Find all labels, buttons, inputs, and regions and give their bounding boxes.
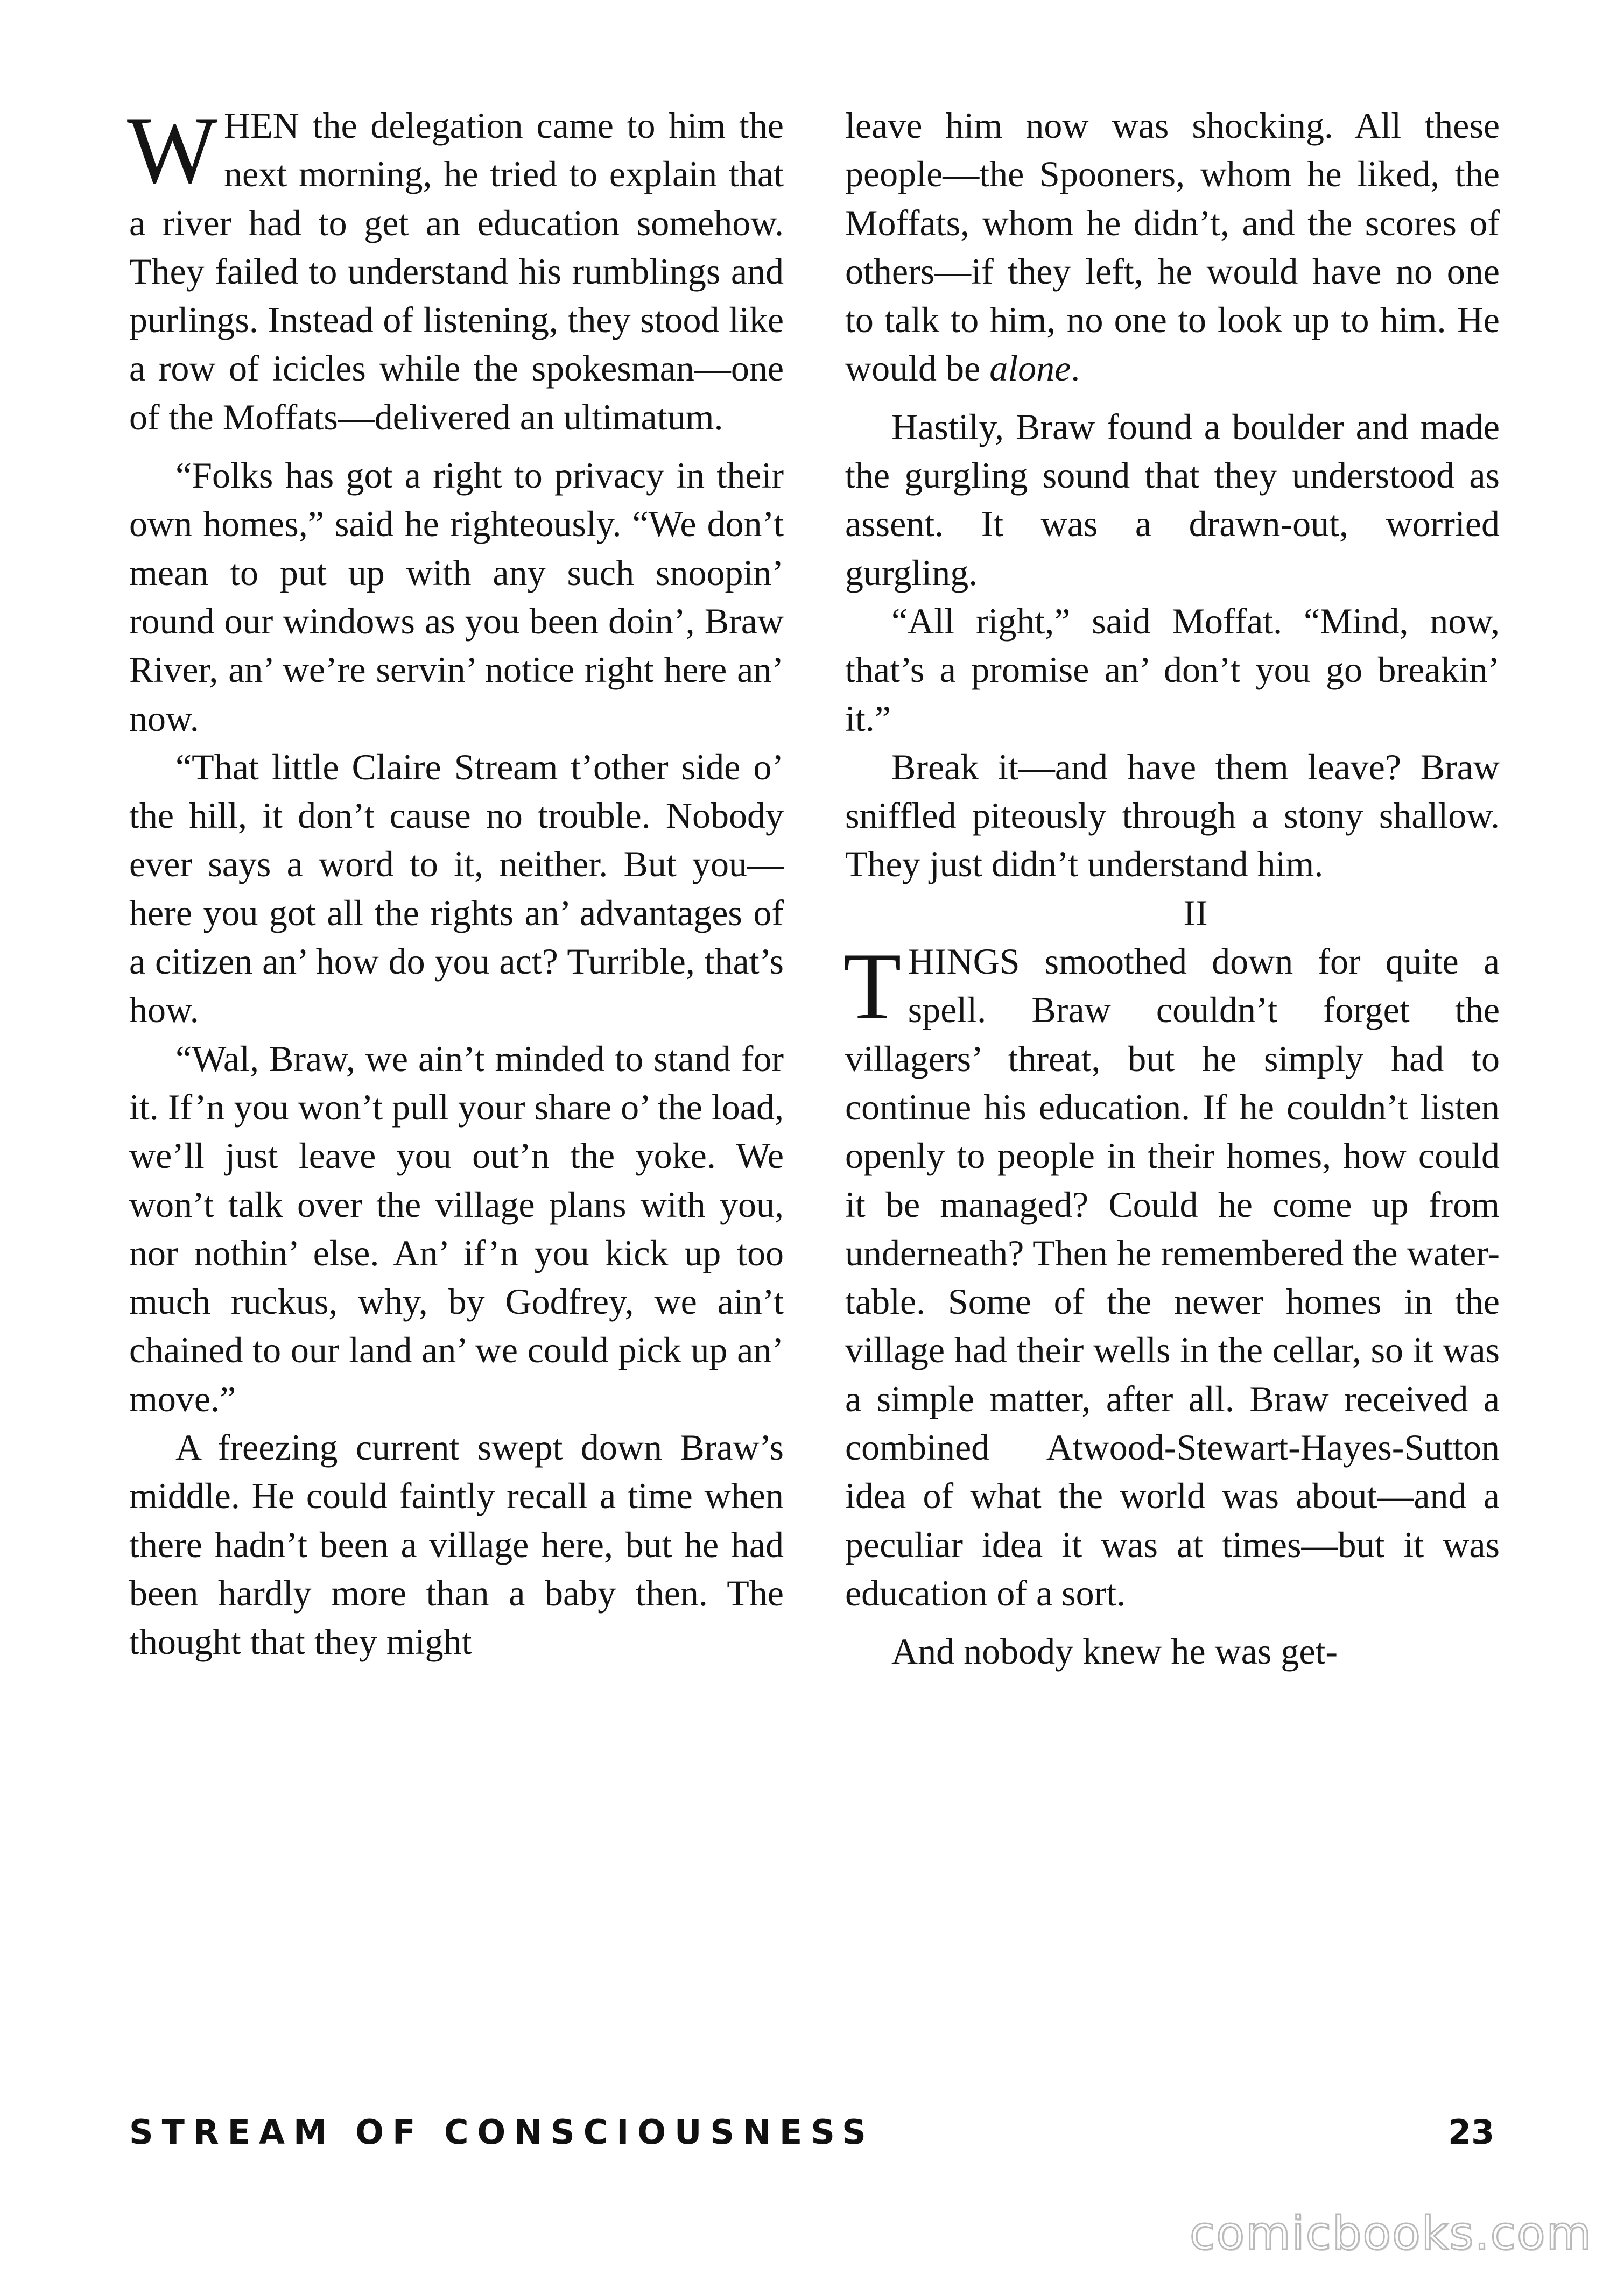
paragraph: Break it—and have them leave? Braw sniffled piteously through a stony shallow. They just didn’t understand him. — [845, 746, 1500, 885]
section-number: II — [1183, 892, 1208, 933]
paragraph: “Wal, Braw, we ain’t minded to stand for it. If’n you won’t pull your share o’ the load, we’ll just leave you out’n the yoke. We won’t talk over the village plans with you, nor nothin’ else. An’ if’n you kick up too much ruckus, why, by Godfrey, we ain’t chained to our land an’ we could pick up an’ move.” — [129, 1038, 784, 1419]
paragraph: And nobody knew he was get- — [891, 1631, 1338, 1672]
paragraph-text: . — [1071, 348, 1080, 389]
left-column — [127, 97, 784, 1666]
paragraph — [843, 933, 1500, 1617]
paragraph: A freezing current swept down Braw’s middle. He could faintly recall a time when there hadn’t been a village here, but he had been hardly more than a baby then. The thought that they might — [129, 1427, 784, 1663]
right-column — [845, 101, 1500, 1676]
paragraph-text: HEN the delegation came to him the next morning, he tried to explain that a river had to get an education somehow. They failed to understand his rumblings and purlings. Instead of listening, they stood like a row of icicles while the spokesman—one of the Moffats—delivered an ultimatum. — [129, 105, 784, 438]
paragraph: “That little Claire Stream t’other side o’ the hill, it don’t cause no trouble. Nobody ever says a word to it, neither. But you—here you got all the rights an’ advantages of a citizen an’ how do you act? Turrible, that’s how. — [129, 746, 784, 1031]
paragraph: Hastily, Braw found a boulder and made the gurgling sound that they understood as assent. It was a drawn-out, worried gurgling. — [845, 406, 1500, 593]
watermark: comicbooks.com — [1190, 2207, 1593, 2260]
emphasis-text: alone — [989, 348, 1071, 389]
paragraph-text: leave him now was shocking. All these people—the Spooners, whom he liked, the Moffats, whom he didn’t, and the scores of others—if they left, he would have no one to talk to him, no one to look up to him. He would be — [845, 105, 1500, 389]
paragraph-text: HINGS smoothed down for quite a spell. Braw couldn’t forget the villagers’ threat, but he simply had to continue his education. If he couldn’t listen openly to people in their homes, how could it be managed? Could he come up from underneath? Then he remembered the water-table. Some of the newer homes in the village had their wells in the cellar, so it was a simple matter, after all. Braw received a combined Atwood-Stewart-Hayes-Sutton idea of what the world was about—and a peculiar idea it was at times—but it was education of a sort. — [845, 941, 1500, 1614]
paragraph: “Folks has got a right to privacy in their own homes,” said he righteously. “We don’t mean to put up with any such snoopin’ round our windows as you been doin’, Braw River, an’ we’re servin’ notice right here an’ now. — [129, 455, 784, 739]
drop-cap: T — [843, 933, 902, 1040]
running-title: STREAM OF CONSCIOUSNESS — [129, 2112, 875, 2152]
paragraph: “All right,” said Moffat. “Mind, now, that’s a promise an’ don’t you go breakin’ it.” — [845, 600, 1500, 739]
page-number: 23 — [1448, 2112, 1495, 2152]
drop-cap: W — [127, 97, 218, 203]
paragraph — [127, 97, 784, 441]
paragraph — [845, 101, 1500, 393]
